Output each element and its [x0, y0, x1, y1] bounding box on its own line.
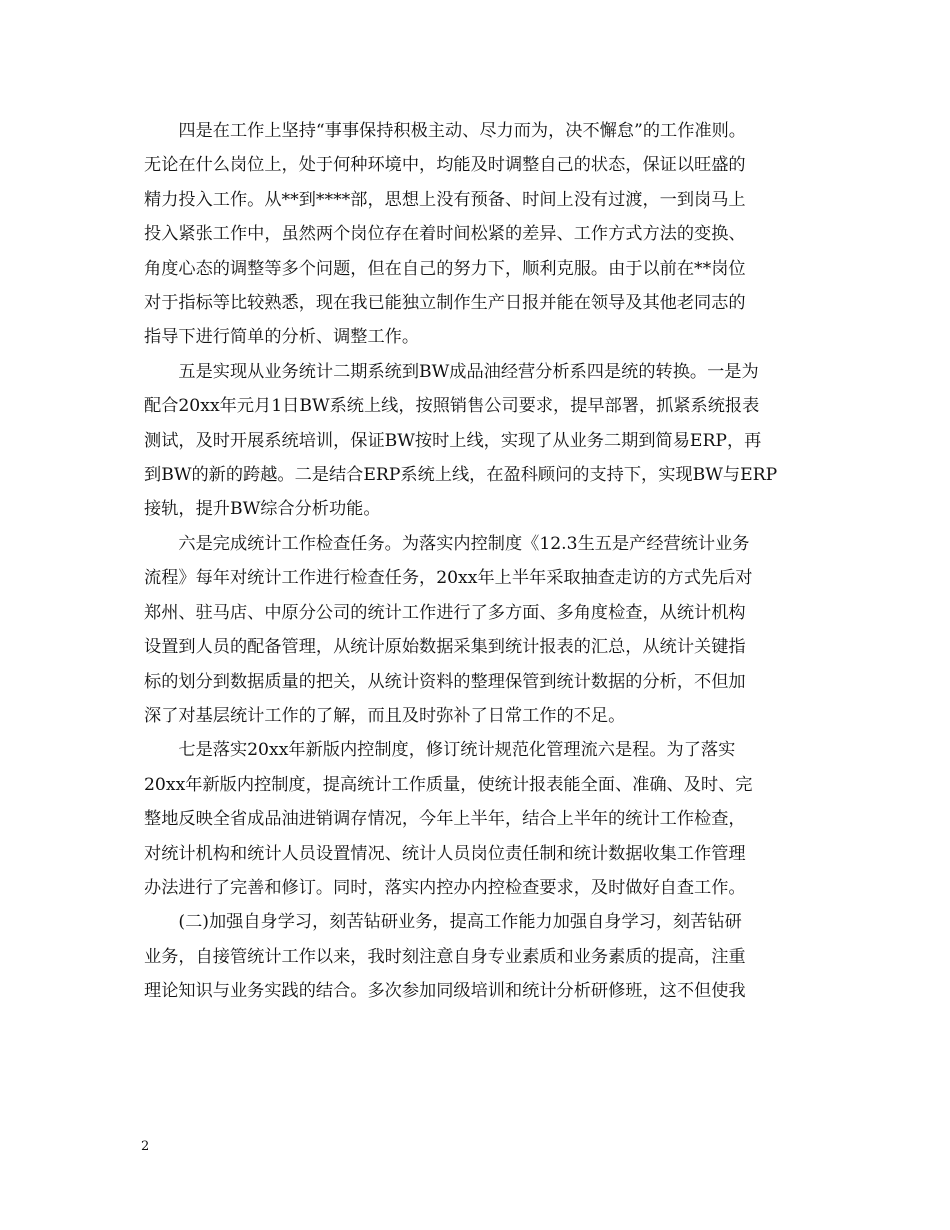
text-line: 指导下进行简单的分析、调整工作。 — [144, 327, 420, 348]
text-line: 对统计机构和统计人员设置情况、统计人员岗位责任制和统计数据收集工作管理 — [144, 843, 746, 864]
paragraph-4 — [144, 114, 812, 355]
text-line: 四是在工作上坚持“事事保持积极主动、尽力而为，决不懈怠”的工作准则。 — [144, 121, 746, 141]
text-line: 角度心态的调整等多个问题，但在自己的努力下，顺利克服。由于以前在**岗位 — [144, 258, 746, 279]
page-number: 2 — [141, 1139, 150, 1154]
text-line: 接轨，提升BW综合分析功能。 — [144, 499, 381, 520]
paragraph-section-2 — [144, 905, 812, 1008]
text-line: 深了对基层统计工作的了解，而且及时弥补了日常工作的不足。 — [144, 705, 626, 726]
text-line: 业务，自接管统计工作以来，我时刻注意自身专业素质和业务素质的提高，注重 — [144, 946, 746, 967]
text-line: 七是落实20xx年新版内控制度，修订统计规范化管理流六是程。为了落实 — [144, 740, 736, 761]
text-line: 五是实现从业务统计二期系统到BW成品油经营分析系四是统的转换。一是为 — [144, 361, 759, 382]
text-line: 测试，及时开展系统培训，保证BW按时上线，实现了从业务二期到简易ERP，再 — [144, 430, 762, 451]
text-line: 精力投入工作。从**到****部，思想上没有预备、时间上没有过渡，一到岗马上 — [144, 189, 746, 210]
body-text — [144, 114, 812, 1009]
text-line: 无论在什么岗位上，处于何种环境中，均能及时调整自己的状态，保证以旺盛的 — [144, 155, 746, 176]
text-line: 理论知识与业务实践的结合。多次参加同级培训和统计分析研修班，这不但使我 — [144, 981, 746, 1002]
text-line: 20xx年新版内控制度，提高统计工作质量，使统计报表能全面、准确、及时、完 — [144, 774, 753, 795]
paragraph-7 — [144, 733, 812, 905]
text-line: 配合20xx年元月1日BW系统上线，按照销售公司要求，提早部署，抓紧系统报表 — [144, 396, 760, 417]
text-line: 郑州、驻马店、中原分公司的统计工作进行了多方面、多角度检查，从统计机构 — [144, 602, 746, 623]
paragraph-5 — [144, 355, 812, 527]
text-line: 对于指标等比较熟悉，现在我已能独立制作生产日报并能在领导及其他老同志的 — [144, 293, 746, 314]
text-line: 六是完成统计工作检查任务。为落实内控制度《12.3生五是产经营统计业务 — [144, 533, 750, 554]
text-line: 设置到人员的配备管理，从统计原始数据采集到统计报表的汇总，从统计关键指 — [144, 637, 746, 658]
text-line: (二)加强自身学习，刻苦钻研业务，提高工作能力加强自身学习，刻苦钻研 — [144, 912, 742, 933]
text-line: 办法进行了完善和修订。同时，落实内控办内控检查要求，及时做好自查工作。 — [144, 877, 746, 898]
text-line: 流程》每年对统计工作进行检查任务，20xx年上半年采取抽查走访的方式先后对 — [144, 568, 753, 589]
text-line: 到BW的新的跨越。二是结合ERP系统上线，在盈科顾问的支持下，实现BW与ERP — [144, 465, 778, 486]
text-line: 投入紧张工作中，虽然两个岗位存在着时间松紧的差异、工作方式方法的变换、 — [144, 224, 746, 245]
paragraph-6 — [144, 527, 812, 733]
text-line: 标的划分到数据质量的把关，从统计资料的整理保管到统计数据的分析，不但加 — [144, 671, 746, 692]
text-line: 整地反映全省成品油进销调存情况，今年上半年，结合上半年的统计工作检查， — [144, 809, 746, 830]
